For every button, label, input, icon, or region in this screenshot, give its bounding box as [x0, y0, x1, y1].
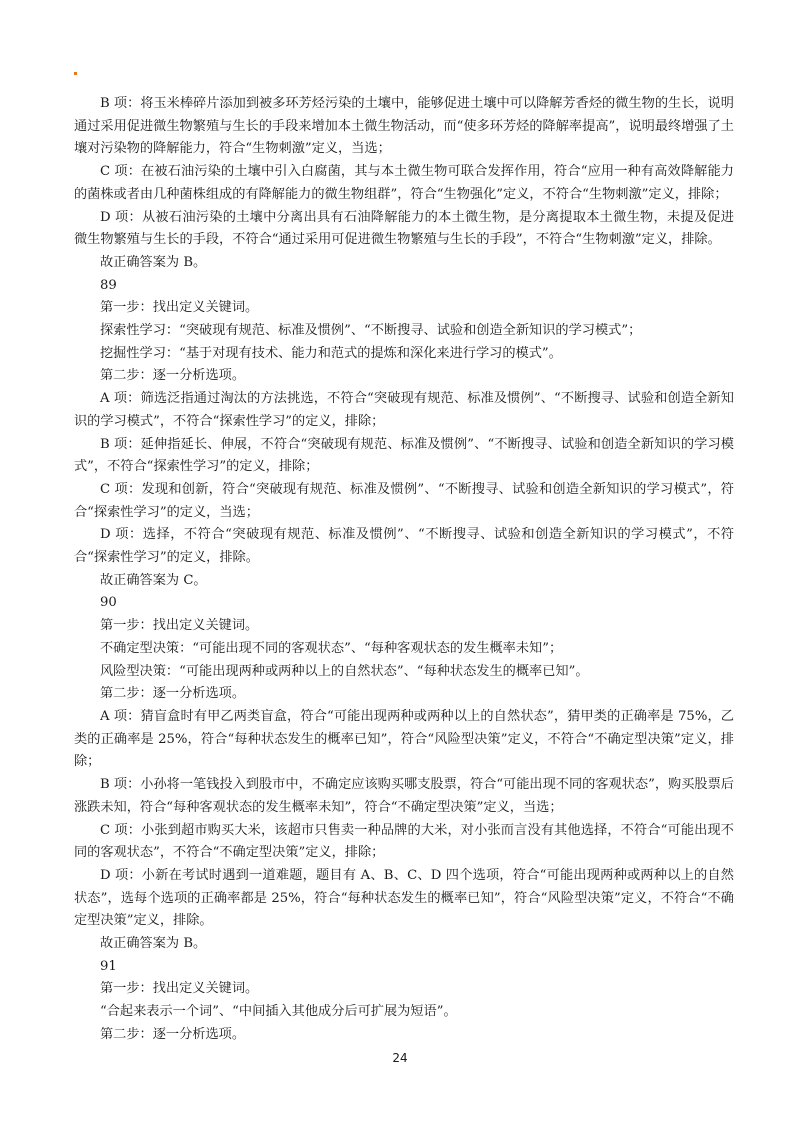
paragraph: D 项：从被石油污染的土壤中分离出具有石油降解能力的本土微生物，是分离提取本土微生物，未提及促进微生物繁殖与生长的手段，不符合“通过采用可促进微生物繁殖与生长的手段”，不符合“生物刺激”定义，排除。	[74, 209, 734, 248]
question-number: 91	[100, 958, 117, 974]
paragraph: 不确定型决策：“可能出现不同的客观状态”、“每种客观状态的发生概率未知”；	[100, 640, 563, 656]
paragraph: 第一步：找出定义关键词。	[100, 981, 259, 997]
paragraph: 第一步：找出定义关键词。	[100, 300, 259, 316]
decorative-mark	[74, 72, 77, 75]
paragraph: B 项：将玉米棒碎片添加到被多环芳烃污染的土壤中，能够促进土壤中可以降解芳香烃的微生物的生长，说明通过采用促进微生物繁殖与生长的手段来增加本土微生物活动，而“使多环芳烃的降解率提高”，说明最终增强了土壤对污染物的降解能力，符合“生物刺激”定义，当选；	[74, 96, 734, 157]
paragraph: 第二步：逐一分析选项。	[100, 686, 246, 702]
question-number: 90	[100, 595, 117, 611]
paragraph: D 项：选择，不符合“突破现有规范、标准及惯例”、“不断搜寻、试验和创造全新知识的学习模式”，不符合“探索性学习”的定义，排除。	[74, 527, 734, 566]
paragraph: 第一步：找出定义关键词。	[100, 618, 259, 634]
question-number: 89	[100, 277, 117, 293]
paragraph: 探索性学习：“突破现有规范、标准及惯例”、“不断搜寻、试验和创造全新知识的学习模式”；	[100, 323, 642, 339]
paragraph: A 项：猜盲盒时有甲乙两类盲盒，符合“可能出现两种或两种以上的自然状态”，猜甲类的正确率是 75%，乙类的正确率是 25%，符合“每种状态发生的概率已知”，符合“风险型决策”定义，不符合“不确定型决策”定义，排除；	[74, 708, 734, 770]
answer-line: 故正确答案为 B。	[100, 254, 207, 270]
paragraph: C 项：发现和创新，符合“突破现有规范、标准及惯例”、“不断搜寻、试验和创造全新知识的学习模式”，符合“探索性学习”的定义，当选；	[74, 481, 734, 520]
answer-line: 故正确答案为 C。	[100, 572, 207, 588]
paragraph: 挖掘性学习：“基于对现有技术、能力和范式的提炼和深化来进行学习的模式”。	[100, 345, 562, 361]
answer-line: 故正确答案为 B。	[100, 936, 207, 952]
paragraph: D 项：小新在考试时遇到一道难题，题目有 A、B、C、D 四个选项，符合“可能出现两种或两种以上的自然状态”，选每个选项的正确率都是 25%，符合“每种状态发生的概率已知”，符合“风险型决策”定义，不符合“不确定型决策”定义，排除。	[74, 867, 734, 929]
paragraph: 第二步：逐一分析选项。	[100, 1026, 246, 1042]
page-body	[74, 93, 734, 1047]
paragraph: B 项：小孙将一笔钱投入到股市中，不确定应该购买哪支股票，符合“可能出现不同的客观状态”，购买股票后涨跌未知，符合“每种客观状态的发生概率未知”，符合“不确定型决策”定义，当选；	[74, 777, 734, 815]
paragraph: 风险型决策：“可能出现两种或两种以上的自然状态”、“每种状态发生的概率已知”。	[100, 663, 589, 679]
page-number: 24	[392, 1051, 408, 1065]
paragraph: A 项：筛选泛指通过淘汰的方法挑选，不符合“突破现有规范、标准及惯例”、“不断搜寻、试验和创造全新知识的学习模式”，不符合“探索性学习”的定义，排除；	[74, 391, 734, 429]
paragraph: “合起来表示一个词”、“中间插入其他成分后可扩展为短语”。	[100, 1004, 457, 1020]
paragraph: C 项：在被石油污染的土壤中引入白腐菌，其与本土微生物可联合发挥作用，符合“应用一种有高效降解能力的菌株或者由几种菌株组成的有降解能力的微生物组群”，符合“生物强化”定义，不符合“生物刺激”定义，排除；	[74, 164, 734, 202]
paragraph: C 项：小张到超市购买大米，该超市只售卖一种品牌的大米，对小张而言没有其他选择，不符合“可能出现不同的客观状态”，不符合“不确定型决策”定义，排除；	[74, 822, 734, 861]
paragraph: B 项：延伸指延长、伸展，不符合“突破现有规范、标准及惯例”、“不断搜寻、试验和创造全新知识的学习模式”，不符合“探索性学习”的定义，排除；	[74, 436, 734, 475]
paragraph: 第二步：逐一分析选项。	[100, 368, 246, 384]
